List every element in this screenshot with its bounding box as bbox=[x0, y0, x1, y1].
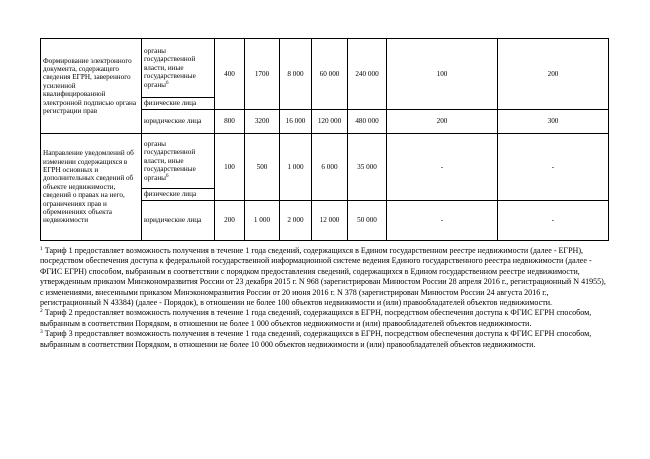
price-cell: 1 000 bbox=[245, 201, 280, 241]
price-cell: - bbox=[387, 134, 498, 201]
price-cell: - bbox=[387, 201, 498, 241]
price-cell: 120 000 bbox=[312, 110, 348, 134]
footnote-mark: 1 bbox=[40, 246, 43, 252]
footnote-ref: 6 bbox=[166, 173, 169, 179]
price-cell: - bbox=[498, 134, 609, 201]
table-row bbox=[41, 39, 609, 98]
price-cell: 300 bbox=[498, 110, 609, 134]
service-description-cell: Формирование электронного документа, содержащего сведения ЕГРН, заверенного усиленной квалифицированной электронной подписью органа регистрации прав bbox=[41, 39, 142, 134]
price-cell: 200 bbox=[387, 110, 498, 134]
tariff-table bbox=[40, 38, 609, 241]
table-row bbox=[41, 134, 609, 189]
price-cell: 16 000 bbox=[280, 110, 312, 134]
applicant-category-label: органы государственной власти, иные государственные органы bbox=[144, 139, 196, 182]
price-cell: 60 000 bbox=[312, 39, 348, 110]
price-cell: - bbox=[498, 201, 609, 241]
price-cell: 35 000 bbox=[348, 134, 387, 201]
footnotes bbox=[40, 246, 608, 350]
price-cell: 3200 bbox=[245, 110, 280, 134]
footnote-ref: 6 bbox=[166, 80, 169, 86]
price-cell: 400 bbox=[215, 39, 245, 110]
applicant-category-cell: физические лица bbox=[142, 189, 215, 201]
applicant-category-cell bbox=[142, 39, 215, 98]
price-cell: 50 000 bbox=[348, 201, 387, 241]
price-cell: 200 bbox=[498, 39, 609, 110]
price-cell: 800 bbox=[215, 110, 245, 134]
price-cell: 6 000 bbox=[312, 134, 348, 201]
price-cell: 2 000 bbox=[280, 201, 312, 241]
tariff-table-section bbox=[40, 38, 608, 241]
footnote-text: Тариф 1 предоставляет возможность получения в течение 1 года сведений, содержащихся в Едином государственном реестре недвижимости (далее - ЕГРН), посредством обеспечения доступа к федеральной государственной информационной системе ведения Единого государственного реестра недвижимости (далее - ФГИС ЕГРН) способом, выбранным в соответствии с порядком предоставления сведений, содержащихся в Едином государственном реестре недвижимости, утвержденным приказом Минэкономразвития России от 23 декабря 2015 г. N 968 (зарегистрирован Минюстом России 28 апреля 2016 г., регистрационный N 41955), с изменениями, внесенными приказом Минэкономразвития России от 20 июня 2016 г. N 378 (зарегистрирован Минюстом России 24 августа 2016 г., регистрационный N 43384) (далее - Порядок), в отношении не более 100 объектов недвижимости и (или) правообладателей объектов недвижимости. bbox=[40, 246, 606, 308]
applicant-category-cell: юридические лица bbox=[142, 110, 215, 134]
footnote bbox=[40, 308, 608, 329]
price-cell: 8 000 bbox=[280, 39, 312, 110]
price-cell: 500 bbox=[245, 134, 280, 201]
applicant-category-cell bbox=[142, 134, 215, 189]
price-cell: 100 bbox=[215, 134, 245, 201]
footnote-mark: 2 bbox=[40, 308, 43, 315]
footnote bbox=[40, 246, 608, 308]
footnote bbox=[40, 329, 608, 350]
footnote-text: Тариф 3 предоставляет возможность получения в течение 1 года сведений, содержащихся в ЕГРН, посредством обеспечения доступа к ФГИС ЕГРН способом, выбранным в соответствии Порядком, в отношении не более 10 000 объектов недвижимости и (или) правообладателей объектов недвижимости. bbox=[40, 329, 592, 349]
price-cell: 1 000 bbox=[280, 134, 312, 201]
applicant-category-label: органы государственной власти, иные государственные органы bbox=[144, 46, 196, 89]
footnote-text: Тариф 2 предоставляет возможность получения в течение 1 года сведений, содержащихся в ЕГРН, посредством обеспечения доступа к ФГИС ЕГРН способом, выбранным в соответствии Порядком, в отношении не более 1 000 объектов недвижимости и (или) правообладателей объектов недвижимости. bbox=[40, 308, 592, 328]
price-cell: 100 bbox=[387, 39, 498, 110]
price-cell: 200 bbox=[215, 201, 245, 241]
footnote-mark: 3 bbox=[40, 329, 43, 336]
applicant-category-cell: юридические лица bbox=[142, 201, 215, 241]
price-cell: 480 000 bbox=[348, 110, 387, 134]
price-cell: 1700 bbox=[245, 39, 280, 110]
price-cell: 12 000 bbox=[312, 201, 348, 241]
service-description-cell: Направление уведомлений об изменении содержащихся в ЕГРН основных и дополнительных сведений об объекте недвижимости, сведений о правах на него, ограничениях прав и обременениях объекта недвижимости bbox=[41, 134, 142, 241]
price-cell: 240 000 bbox=[348, 39, 387, 110]
applicant-category-cell: физические лица bbox=[142, 98, 215, 110]
